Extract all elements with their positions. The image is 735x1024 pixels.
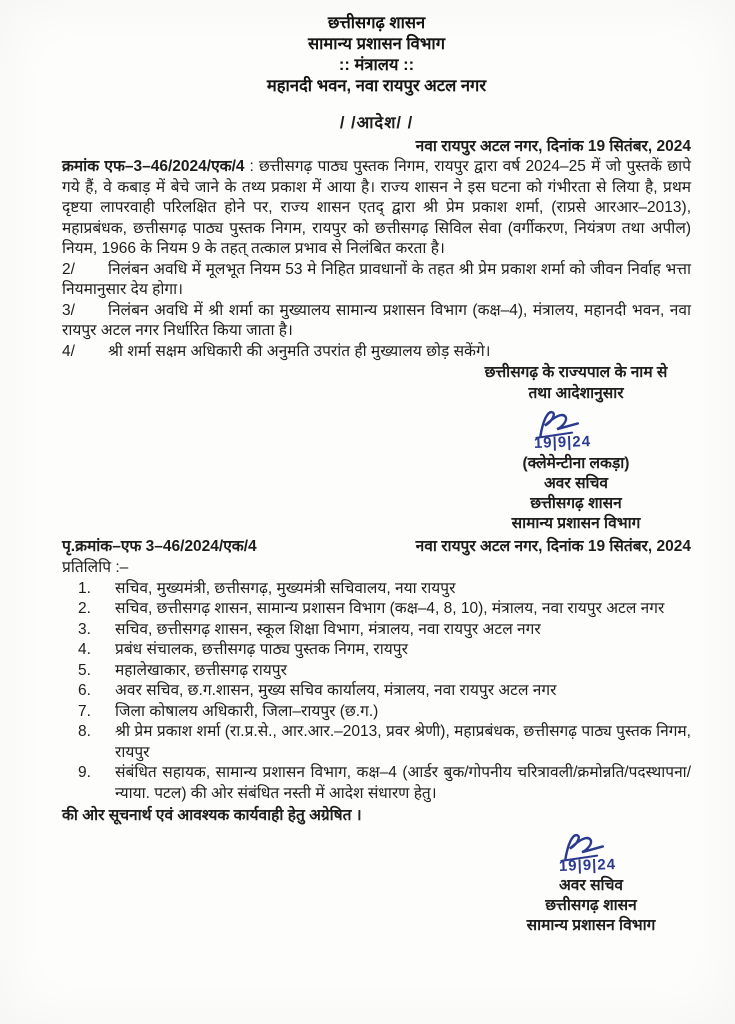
list-item-text: सचिव, छत्तीसगढ़ शासन, स्कूल शिक्षा विभाग, मंत्रालय, नवा रायपुर अटल नगर — [115, 620, 541, 638]
signatory-1 — [461, 454, 691, 534]
order-body-text: छत्तीसगढ़ पाठ्य पुस्तक निगम, रायपुर द्वारा वर्ष 2024–25 में जो पुस्तकें छापे गये हैं, वे कबाड़ में बेचे जाने के तथ्य प्रकाश में आया है। राज्य शासन ने इस घटना को गंभीरता से लिया है, प्रथम दृष्टया लापरवाही परिलक्षित होने पर, राज्य शासन एतद् द्वारा श्री प्रेम प्रकाश शर्मा, (राप्रसे आरआर–2013), महाप्रबंधक, छत्तीसगढ़ पाठ्य पुस्तक निगम, रायपुर को छत्तीसगढ़ सिविल सेवा (वर्गीकरण, नियंत्रण तथा अपील) नियम, 1966 के नियम 9 के तहत् तत्काल प्रभाव से निलंबित करता है। — [62, 158, 691, 257]
list-item — [62, 763, 691, 804]
letterhead-govt-name: छत्तीसगढ़ शासन — [327, 14, 426, 32]
list-item-text: सचिव, मुख्यमंत्री, छत्तीसगढ़, मुख्यमंत्री सचिवालय, नया रायपुर — [115, 579, 456, 597]
list-item-number: 6. — [78, 682, 91, 699]
authority-line-1: छत्तीसगढ़ के राज्यपाल के नाम से — [484, 364, 668, 381]
signatory-1-org: छत्तीसगढ़ शासन — [530, 494, 622, 512]
list-item-text: संबंधित सहायक, सामान्य प्रशासन विभाग, कक्ष–4 (आर्डर बुक/गोपनीय चरित्रावली/क्रमोन्नति/पदस्थापना/न्याया. पटल) की ओर संबंधित नस्ती में आदेश संधारण हेतु। — [115, 764, 691, 802]
endorsement-header — [62, 537, 691, 558]
list-item — [62, 702, 691, 723]
letterhead — [62, 13, 691, 97]
signatory-1-title: अवर सचिव — [543, 474, 609, 492]
list-item — [62, 722, 691, 763]
clause-3 — [62, 301, 691, 342]
list-item — [62, 579, 691, 600]
order-number-paragraph — [62, 157, 691, 260]
signatory-1-dept: सामान्य प्रशासन विभाग — [511, 514, 641, 532]
list-item — [62, 640, 691, 661]
order-number-separator: : — [249, 158, 254, 175]
list-item-text: सचिव, छत्तीसगढ़ शासन, सामान्य प्रशासन विभाग (कक्ष–4, 8, 10), मंत्रालय, नवा रायपुर अटल नगर — [115, 600, 665, 617]
letterhead-ministry: :: मंत्रालय :: — [338, 56, 415, 74]
letterhead-department: सामान्य प्रशासन विभाग — [308, 35, 445, 53]
order-dateline: नवा रायपुर अटल नगर, दिनांक 19 सितंबर, 2024 — [415, 137, 691, 155]
signatory-1-name: (क्लेमेन्टीना लकड़ा) — [522, 454, 630, 472]
list-item-number: 8. — [78, 723, 91, 740]
list-item — [62, 681, 691, 702]
list-item-text: महालेखाकार, छत्तीसगढ़ रायपुर — [115, 661, 287, 679]
list-item-number: 9. — [78, 764, 91, 781]
clause-3-text: निलंबन अवधि में श्री शर्मा का मुख्यालय सामान्य प्रशासन विभाग (कक्ष–4), मंत्रालय, महानदी भवन, नवा रायपुर अटल नगर निर्धारित किया जाता है। — [62, 301, 691, 339]
list-item-text: श्री प्रेम प्रकाश शर्मा (रा.प्र.से., आर.आर.–2013, प्रवर श्रेणी), महाप्रबंधक, छत्तीसगढ़ पाठ्य पुस्तक निगम, रायपुर — [115, 723, 691, 761]
forward-note: की ओर सूचनार्थ एवं आवश्यक कार्यवाही हेतु अग्रेषित । — [62, 807, 362, 824]
list-item — [62, 620, 691, 641]
clause-2 — [62, 260, 691, 301]
letterhead-address: महानदी भवन, नवा रायपुर अटल नगर — [266, 77, 487, 95]
list-item — [62, 599, 691, 620]
list-item-number: 1. — [78, 579, 91, 597]
signature-2 — [550, 828, 623, 873]
clause-2-text: निलंबन अवधि में मूलभूत नियम 53 मे निहित प्रावधानों के तहत श्री प्रेम प्रकाश शर्मा को जीवन निर्वाह भत्ता नियमानुसार देय होगा। — [62, 260, 691, 298]
signatory-2-dept: सामान्य प्रशासन विभाग — [526, 917, 656, 934]
signature-1 — [525, 406, 598, 451]
copy-list — [62, 579, 691, 805]
clause-4 — [62, 342, 691, 363]
clause-4-text: श्री शर्मा सक्षम अधिकारी की अनुमति उपरांत ही मुख्यालय छोड़ सकेंगे। — [107, 342, 491, 360]
list-item-number: 4. — [78, 641, 91, 658]
list-item — [62, 661, 691, 682]
copy-label: प्रतिलिपि :– — [62, 559, 129, 576]
order-title: / /आदेश/ / — [339, 114, 414, 132]
signature-block-1 — [461, 362, 691, 534]
signatory-2-title: अवर सचिव — [558, 877, 624, 894]
list-item-text: जिला कोषालय अधिकारी, जिला–रायपुर (छ.ग.) — [115, 702, 379, 720]
list-item-number: 2. — [78, 600, 91, 617]
endorsement-dateline: नवा रायपुर अटल नगर, दिनांक 19 सितंबर, 2024 — [415, 537, 691, 555]
clause-4-number: 4/ — [62, 342, 75, 360]
list-item-number: 7. — [78, 702, 91, 720]
list-item-number: 5. — [78, 661, 91, 679]
list-item-text: प्रबंध संचालक, छत्तीसगढ़ पाठ्य पुस्तक निगम, रायपुर — [115, 641, 408, 658]
clause-2-number: 2/ — [62, 260, 75, 278]
signatory-2-org: छत्तीसगढ़ शासन — [545, 897, 637, 914]
clause-3-number: 3/ — [62, 301, 75, 319]
list-item-number: 3. — [78, 620, 91, 638]
signature-block-2 — [491, 827, 691, 937]
endorsement-ref: पृ.क्रमांक–एफ 3–46/2024/एक/4 — [62, 537, 257, 555]
signature-2-date: 19|9|24 — [558, 855, 617, 875]
authority-line-2: तथा आदेशानुसार — [528, 385, 624, 402]
order-number-label: क्रमांक एफ–3–46/2024/एक/4 — [62, 158, 245, 175]
list-item-text: अवर सचिव, छ.ग.शासन, मुख्य सचिव कार्यालय, मंत्रालय, नवा रायपुर अटल नगर — [115, 682, 557, 699]
signatory-2 — [491, 876, 691, 936]
signature-1-date: 19|9|24 — [533, 433, 592, 452]
